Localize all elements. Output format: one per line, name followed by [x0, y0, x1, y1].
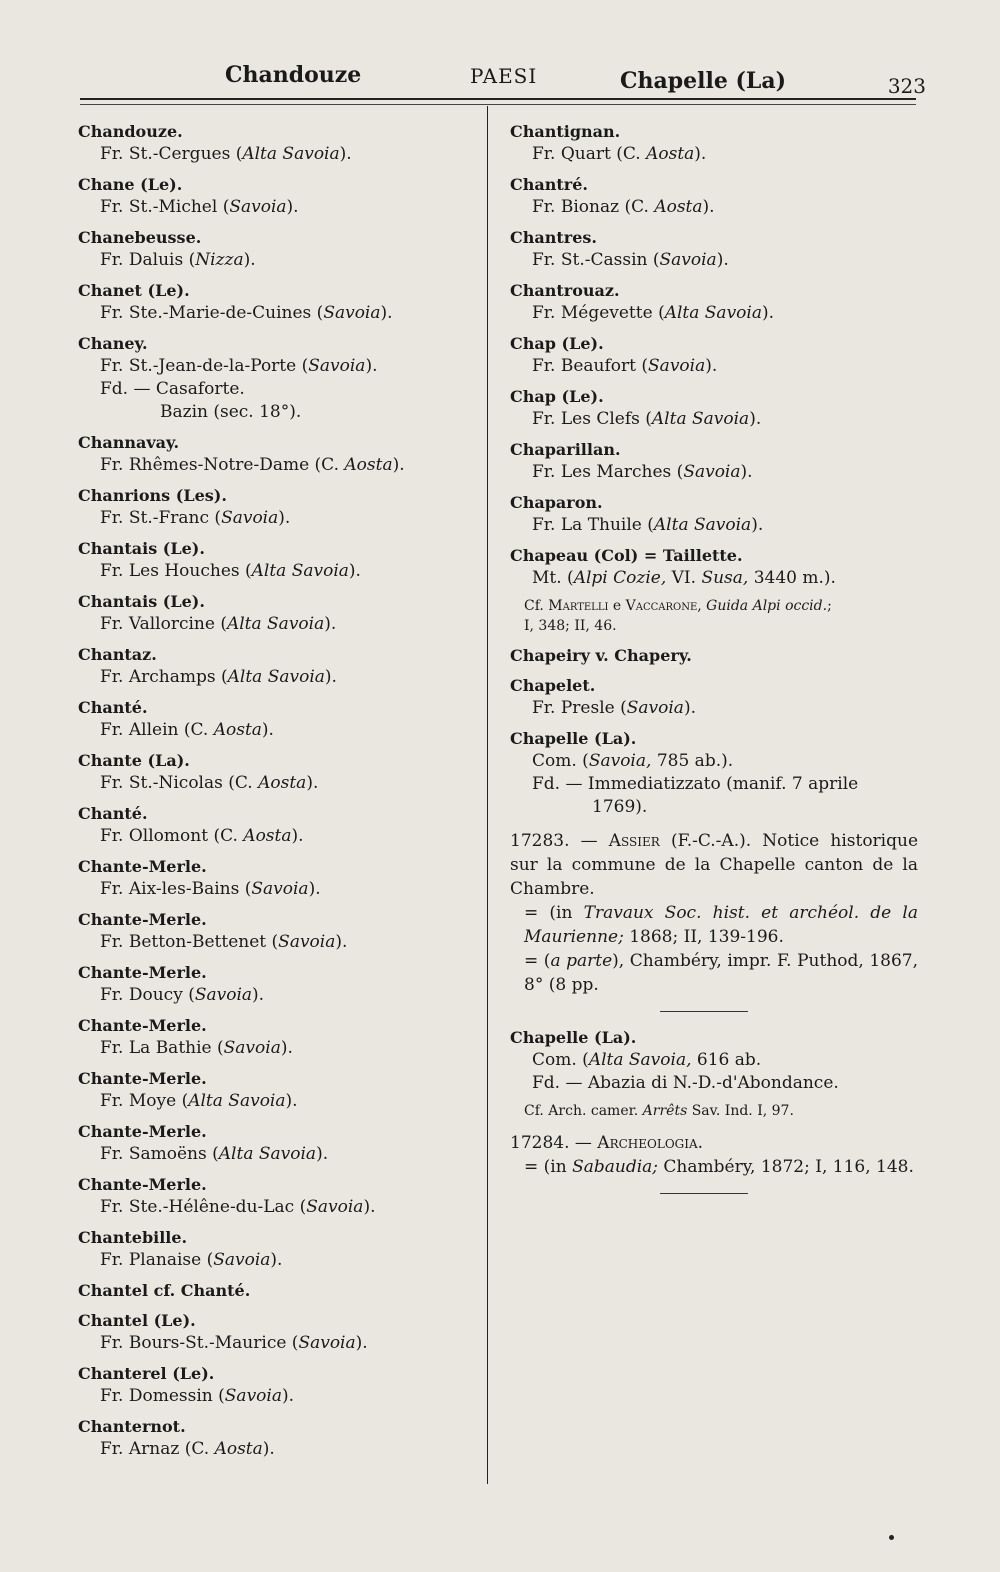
- entry-headword: Chaparon.: [510, 493, 603, 512]
- bibliography-main: 17284. — Archeologia.: [510, 1133, 704, 1153]
- entry-headword: Chante-Merle.: [78, 910, 207, 929]
- entry-fd-detail: Bazin (sec. 18°).: [160, 402, 302, 422]
- entry-chapelle-alta-savoia: [510, 1026, 918, 1121]
- bibliography-entry-17283: [510, 829, 918, 997]
- entry-line: Fr. Ste.-Hélêne-du-Lac (Savoia).: [100, 1197, 376, 1217]
- entry-headword: Chaney.: [78, 334, 148, 353]
- entry-line: Fr. St.-Nicolas (C. Aosta).: [100, 773, 319, 793]
- entry-line: Fr. St.-Jean-de-la-Porte (Savoia).: [100, 356, 378, 376]
- entry-headword: Chantrouaz.: [510, 281, 620, 300]
- entry-headword: Chaparillan.: [510, 440, 621, 459]
- entry-headword: Chapelle (La).: [510, 1028, 637, 1047]
- entry: [78, 1226, 478, 1272]
- left-column: [78, 120, 478, 1468]
- header-left-word: Chandouze: [225, 62, 362, 88]
- entry-line: Fr. Les Houches (Alta Savoia).: [100, 561, 361, 581]
- entry-headword: Chapelet.: [510, 676, 596, 695]
- page-number: 323: [887, 74, 926, 98]
- entry: [510, 644, 918, 667]
- entry: [78, 1014, 478, 1060]
- entry-line: Fr. La Bathie (Savoia).: [100, 1038, 293, 1058]
- right-column: [510, 120, 918, 1208]
- header-right-word: Chapelle (La): [620, 68, 787, 94]
- entry: [78, 120, 478, 166]
- entry: [78, 431, 478, 477]
- entry-line: Fr. Aix-les-Bains (Savoia).: [100, 879, 321, 899]
- entry-chapeau: [510, 544, 918, 636]
- entry: [78, 908, 478, 954]
- entry-headword: Chapeiry v. Chapery.: [510, 646, 692, 665]
- header-section-title: PAESI: [470, 64, 538, 88]
- entry: [78, 855, 478, 901]
- entry: [510, 279, 918, 325]
- entry-headword: Chantel (Le).: [78, 1311, 196, 1330]
- entry-line: Fr. Beaufort (Savoia).: [532, 356, 718, 376]
- entry: [78, 484, 478, 530]
- entry: [510, 491, 918, 537]
- entry-note: Cf. Arch. camer. Arrêts Sav. Ind. I, 97.: [524, 1103, 794, 1119]
- entry-headword: Chandouze.: [78, 122, 183, 141]
- entry-line: Fr. Moye (Alta Savoia).: [100, 1091, 298, 1111]
- entry-headword: Chante-Merle.: [78, 1069, 207, 1088]
- entry-chapelle-savoia: [510, 727, 918, 819]
- entry: [510, 226, 918, 272]
- entry: [510, 120, 918, 166]
- entry-line: Fr. St.-Cassin (Savoia).: [532, 250, 729, 270]
- entry: [78, 173, 478, 219]
- entry-fd-line: Fd. — Casaforte.: [100, 379, 245, 399]
- section-separator: [660, 1011, 748, 1012]
- entry: [78, 1067, 478, 1113]
- entry-headword: Chanternot.: [78, 1417, 186, 1436]
- entry: [78, 332, 478, 424]
- entry-line: Fr. St.-Michel (Savoia).: [100, 197, 299, 217]
- entry: [78, 643, 478, 689]
- entry: [78, 961, 478, 1007]
- bibliography-main: 17283. — Assier (F.-C.-A.). Notice historique sur la commune de la Chapelle canton de la Chambre.: [510, 831, 919, 899]
- entry: [78, 1279, 478, 1302]
- bibliography-publication: = (in Sabaudia; Chambéry, 1872; I, 116, 148.: [524, 1157, 914, 1177]
- entry-fd-line: Fd. — Abazia di N.-D.-d'Abondance.: [532, 1073, 839, 1093]
- entry: [78, 537, 478, 583]
- header-rule: [80, 98, 916, 100]
- entry-fd-line: Fd. — Immediatizzato (manif. 7 aprile: [532, 774, 859, 794]
- entry-headword: Chanet (Le).: [78, 281, 190, 300]
- entry-line: Fr. Allein (C. Aosta).: [100, 720, 274, 740]
- entry-headword: Chante-Merle.: [78, 1175, 207, 1194]
- entry-headword: Chantaz.: [78, 645, 157, 664]
- entry-headword: Chantel cf. Chanté.: [78, 1281, 251, 1300]
- entry-line: Com. (Alta Savoia, 616 ab.: [532, 1050, 762, 1070]
- entry-headword: Chante-Merle.: [78, 1016, 207, 1035]
- entry-headword: Chapeau (Col) = Taillette.: [510, 546, 743, 565]
- bibliography-publication: = (in Travaux Soc. hist. et archéol. de la Maurienne; 1868; II, 139-196.: [524, 903, 918, 947]
- entry: [78, 696, 478, 742]
- entry: [78, 802, 478, 848]
- entry-line: Fr. Presle (Savoia).: [532, 698, 696, 718]
- entry-headword: Chanterel (Le).: [78, 1364, 215, 1383]
- entry-line: Fr. Bours-St.-Maurice (Savoia).: [100, 1333, 368, 1353]
- entry: [78, 226, 478, 272]
- entry: [510, 385, 918, 431]
- entry-fd-detail: 1769).: [592, 797, 648, 817]
- entry-line: Fr. Les Clefs (Alta Savoia).: [532, 409, 762, 429]
- entry: [78, 1309, 478, 1355]
- entry: [78, 1173, 478, 1219]
- entry-line: Fr. Vallorcine (Alta Savoia).: [100, 614, 337, 634]
- entry-headword: Chapelle (La).: [510, 729, 637, 748]
- entry-line: Fr. Betton-Bettenet (Savoia).: [100, 932, 348, 952]
- entry-line: Fr. Bionaz (C. Aosta).: [532, 197, 715, 217]
- entry-headword: Chap (Le).: [510, 334, 604, 353]
- entry-headword: Chante-Merle.: [78, 1122, 207, 1141]
- entry-headword: Chanrions (Les).: [78, 486, 227, 505]
- entry: [78, 749, 478, 795]
- entry-line: Fr. Mégevette (Alta Savoia).: [532, 303, 775, 323]
- entry-line: Fr. St.-Cergues (Alta Savoia).: [100, 144, 352, 164]
- entry-headword: Chante-Merle.: [78, 963, 207, 982]
- entry: [510, 332, 918, 378]
- bibliography-offprint: = (a parte), Chambéry, impr. F. Puthod, 1867, 8° (8 pp.: [524, 951, 919, 995]
- entry-headword: Chane (Le).: [78, 175, 183, 194]
- entry: [510, 438, 918, 484]
- entry-line: Fr. Doucy (Savoia).: [100, 985, 265, 1005]
- entry-headword: Chanebeusse.: [78, 228, 202, 247]
- entry-headword: Chantres.: [510, 228, 597, 247]
- entry: [78, 1415, 478, 1461]
- entry-line: Mt. (Alpi Cozie, VI. Susa, 3440 m.).: [532, 568, 836, 588]
- bibliography-entry-17284: [510, 1131, 918, 1179]
- entry-headword: Chantignan.: [510, 122, 621, 141]
- running-header: [80, 62, 926, 102]
- entry-line: Fr. Ollomont (C. Aosta).: [100, 826, 304, 846]
- entry: [510, 173, 918, 219]
- entry-line: Com. (Savoia, 785 ab.).: [532, 751, 734, 771]
- entry-headword: Chante-Merle.: [78, 857, 207, 876]
- entry-headword: Chantais (Le).: [78, 592, 205, 611]
- entry-line: Fr. Rhêmes-Notre-Dame (C. Aosta).: [100, 455, 405, 475]
- header-rule-thin: [80, 104, 916, 105]
- entry-line: Fr. Quart (C. Aosta).: [532, 144, 707, 164]
- entry-line: Fr. Daluis (Nizza).: [100, 250, 256, 270]
- entry-line: Fr. Samoëns (Alta Savoia).: [100, 1144, 329, 1164]
- entry-line: Fr. Les Marches (Savoia).: [532, 462, 753, 482]
- entry-line: Fr. La Thuile (Alta Savoia).: [532, 515, 764, 535]
- entry: [78, 1120, 478, 1166]
- entry-headword: Chanté.: [78, 804, 148, 823]
- entry-line: Fr. St.-Franc (Savoia).: [100, 508, 291, 528]
- entry-headword: Chantré.: [510, 175, 588, 194]
- section-separator: [660, 1193, 748, 1194]
- entry: [78, 590, 478, 636]
- column-divider: [487, 106, 488, 1484]
- entry: [78, 1362, 478, 1408]
- entry-line: Fr. Archamps (Alta Savoia).: [100, 667, 337, 687]
- entry-line: Fr. Ste.-Marie-de-Cuines (Savoia).: [100, 303, 393, 323]
- entry-line: Fr. Arnaz (C. Aosta).: [100, 1439, 275, 1459]
- stray-dot: [889, 1535, 894, 1540]
- entry: [78, 279, 478, 325]
- entry-headword: Chantebille.: [78, 1228, 188, 1247]
- entry-headword: Chap (Le).: [510, 387, 604, 406]
- entry-line: Fr. Planaise (Savoia).: [100, 1250, 283, 1270]
- entry-headword: Chante (La).: [78, 751, 190, 770]
- entry-headword: Chanté.: [78, 698, 148, 717]
- entry-line: Fr. Domessin (Savoia).: [100, 1386, 295, 1406]
- entry: [510, 674, 918, 720]
- entry-note: Cf. Martelli e Vaccarone, Guida Alpi occid.; I, 348; II, 46.: [524, 598, 832, 634]
- entry-headword: Channavay.: [78, 433, 180, 452]
- entry-headword: Chantais (Le).: [78, 539, 205, 558]
